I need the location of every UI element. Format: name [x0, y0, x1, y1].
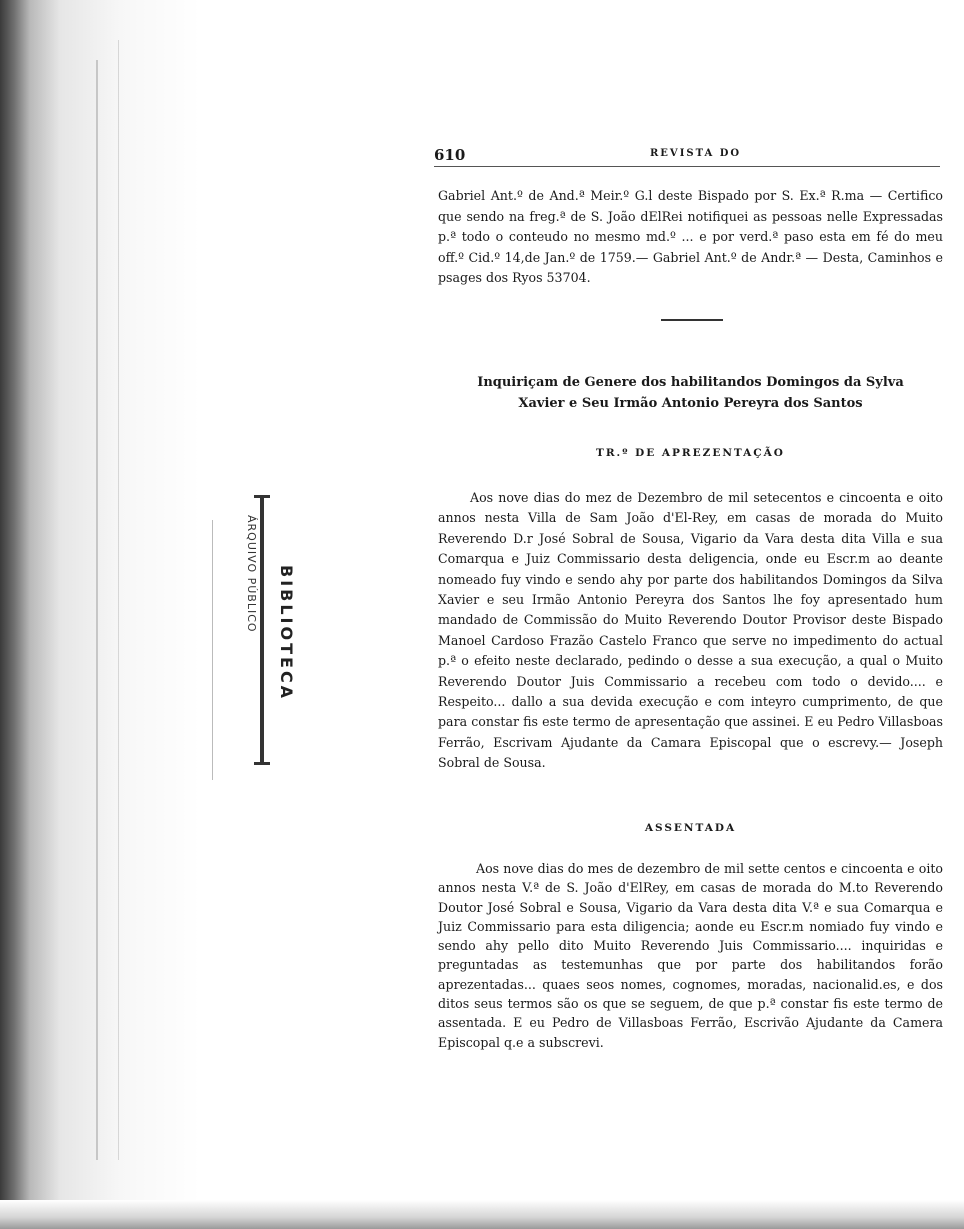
header-rule	[434, 166, 940, 167]
subheading-aprezentacao: TR.º DE APREZENTAÇÃO	[596, 447, 785, 459]
paragraph-assentada: Aos nove dias do mes de dezembro de mil sette centos e cincoenta e oito annos nesta V.ª de S. João d'ElRey, em casas de morada do M.to Reverendo Doutor José Sobral e Sousa, Vigario da Vara desta dita V.ª e sua Comarqua e Juiz Commissario para esta diligencia; aonde eu Escr.m nomiado fuy vindo e sendo ahy pello dito Muito Reverendo Juis Commissario.... inquiridas e preguntadas as testemunhas que por parte dos habilitandos forão aprezentadas... quaes seos nomes, cognomes, moradas, nacionalid.es, e dos ditos seus termos são os que se seguem, de que p.ª constar fis este termo de assentada. E eu Pedro de Villasboas Ferrão, Escrivão Ajudante da Camera Episcopal q.e a subscrevi.	[438, 861, 943, 1050]
subheading-assentada: ASSENTADA	[644, 822, 737, 834]
gutter-shadow-line	[118, 40, 119, 1160]
section-title-line-2: Xavier e Seu Irmão Antonio Pereyra dos Santos	[518, 396, 863, 411]
gutter-shadow-line	[96, 60, 98, 1160]
section-title-line-1: Inquiriçam de Genere dos habilitandos Domingos da Sylva	[477, 375, 904, 390]
stamp-subtext: ÁRQUIVO PÚBLICO	[245, 515, 258, 633]
stamp-bar	[260, 495, 264, 765]
running-head: REVISTA DO	[650, 148, 742, 159]
section-title	[438, 372, 943, 414]
page-header	[434, 146, 940, 166]
gutter-shadow-line	[212, 520, 213, 780]
page-number: 610	[434, 146, 466, 164]
page-bottom-edge	[0, 1200, 964, 1229]
stamp-tick	[254, 495, 270, 498]
section-separator	[661, 319, 723, 321]
paragraph-aprezentacao: Aos nove dias do mez de Dezembro de mil setecentos e cincoenta e oito annos nesta Villa de Sam João d'El-Rey, em casas de morada do Muito Reverendo D.r José Sobral de Sousa, Vigario da Vara desta dita Villa e sua Comarqua e Juiz Commissario desta deligencia, onde eu Escr.m ao deante nomeado fuy vindo e sendo ahy por parte dos habilitandos Domingos da Silva Xavier e seu Irmão Antonio Pereyra dos Santos lhe foy apresentado hum mandado de Commissão do Muito Reverendo Doutor Provisor deste Bispado Manoel Cardoso Frazão Castelo Franco que serve no impedimento do actual p.ª o efeito neste declarado, pedindo o desse a sua execução, a qual o Muito Reverendo Doutor Juis Commissario a recebeu com todo o devido.... e Respeito... dallo a sua devida execução e com inteyro cumprimento, de que para constar fis este termo de apresentação que assinei. E eu Pedro Villasboas Ferrão, Escrivam Ajudante da Camara Episcopal que o escrevy.— Joseph Sobral de Sousa.	[438, 490, 943, 771]
stamp-tick	[254, 762, 270, 765]
stamp-text: BIBLIOTECA	[277, 565, 296, 702]
library-stamp	[232, 495, 294, 765]
intro-paragraph: Gabriel Ant.º de And.ª Meir.º G.l deste Bispado por S. Ex.ª R.ma — Certifico que sendo na freg.ª de S. João dElRei notifiquei as pessoas nelle Expressadas p.ª todo o conteudo no mesmo md.º ... e por verd.ª paso esta em fé do meu off.º Cid.º 14,de Jan.º de 1759.— Gabriel Ant.º de Andr.ª — Desta, Caminhos e psages dos Ryos 53704.	[438, 188, 943, 285]
